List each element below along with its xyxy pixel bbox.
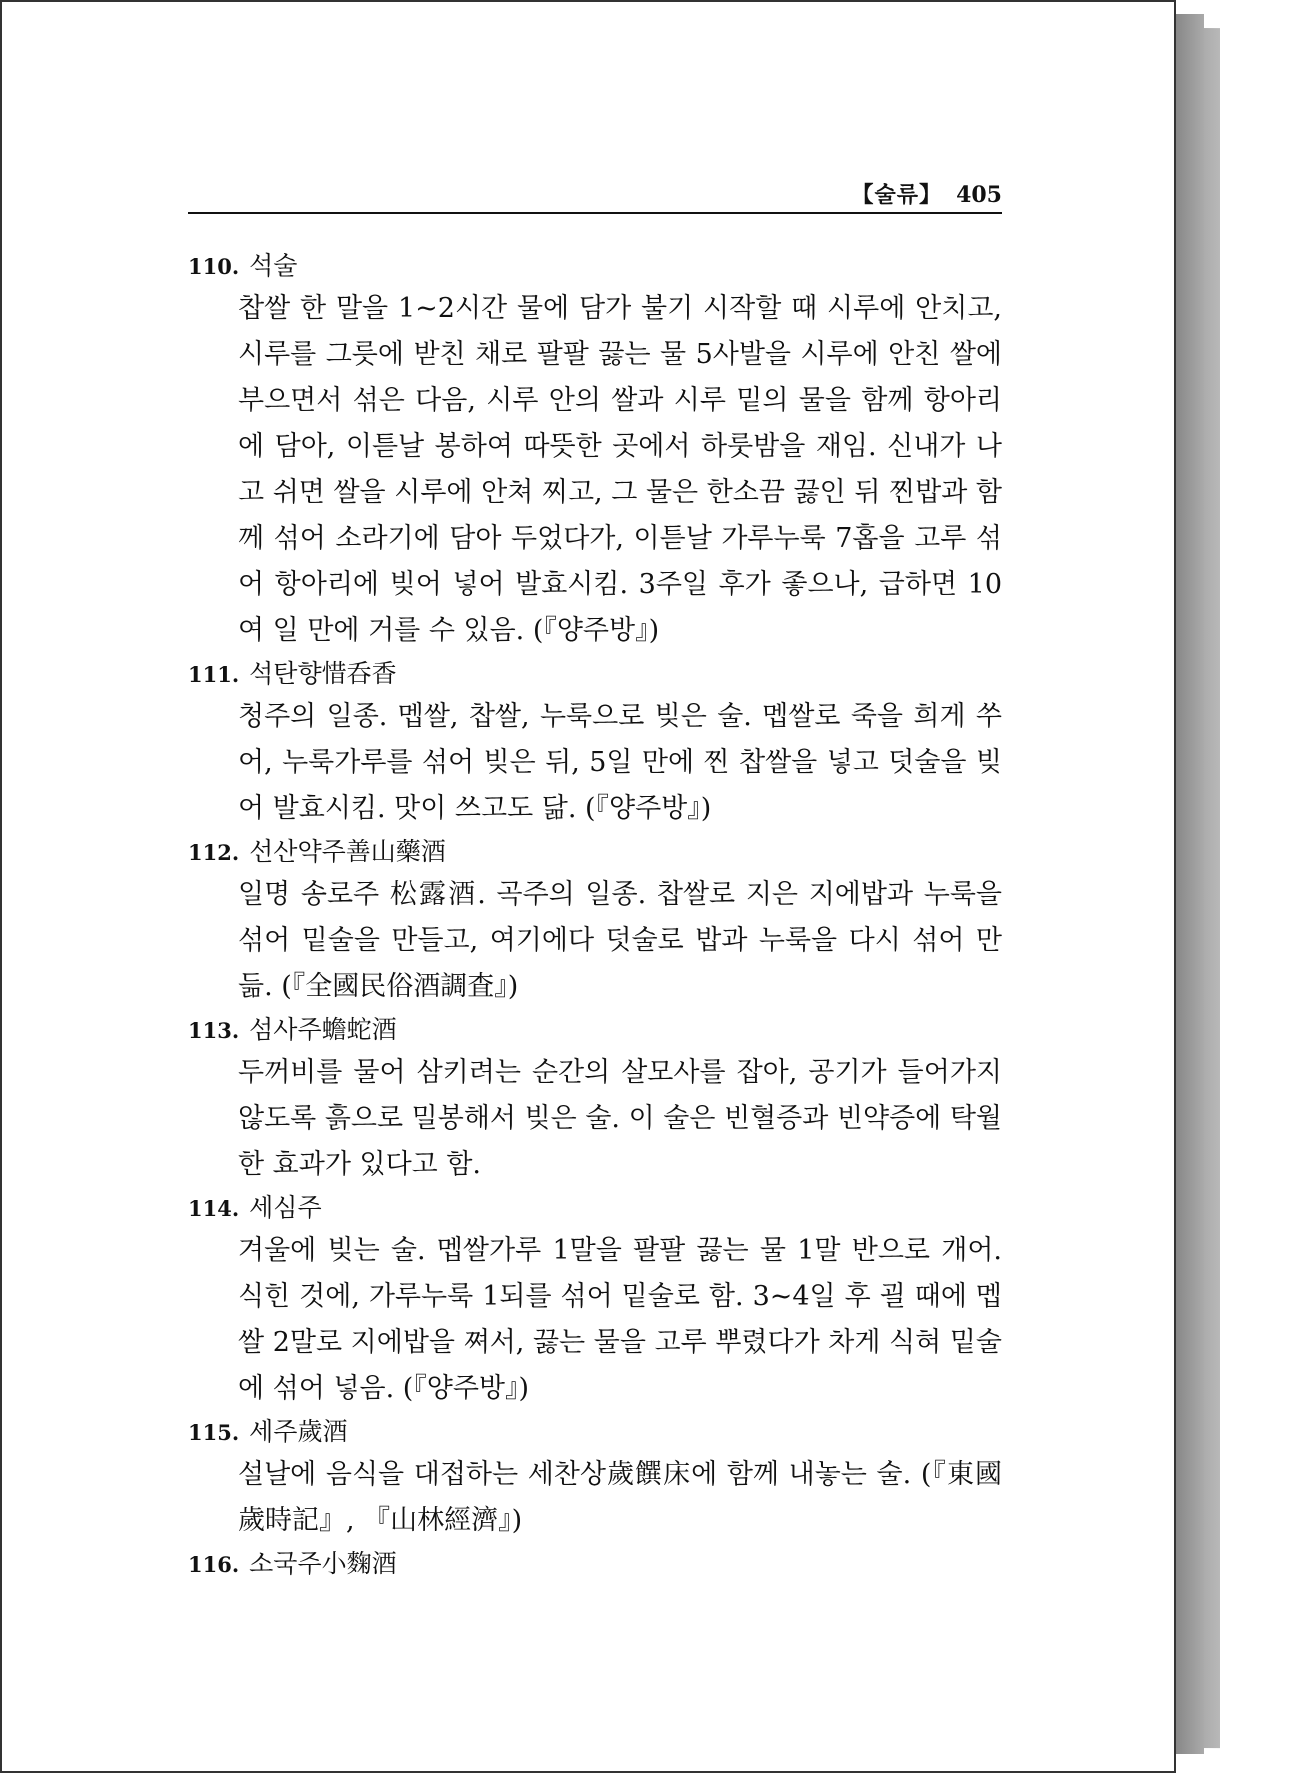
entry-113 [188, 1010, 1002, 1188]
entry-number: 112. [188, 840, 240, 865]
entry-number: 113. [188, 1018, 240, 1043]
entry-number: 111. [188, 662, 240, 687]
entry-body: 설날에 음식을 대접하는 세찬상歲饌床에 함께 내놓는 술. (『東國歲時記』, 『山林經濟』) [238, 1459, 1002, 1536]
entry-heading: 세심주 [249, 1193, 322, 1222]
entry-116 [188, 1544, 1002, 1584]
entry-heading: 석탄향惜呑香 [249, 659, 397, 688]
entry-body: 찹쌀 한 말을 1~2시간 물에 담가 불기 시작할 때 시루에 안치고, 시루를 그릇에 받친 채로 팔팔 끓는 물 5사발을 시루에 안친 쌀에 부으면서 섞은 다음, 시루 안의 쌀과 시루 밑의 물을 함께 항아리에 담아, 이튿날 봉하여 따뜻한 곳에서 하룻밤을 재임. 신내가 나고 쉬면 쌀을 시루에 안쳐 찌고, 그 물은 한소끔 끓인 뒤 찐밥과 함께 섞어 소라기에 담아 두었다가, 이튿날 가루누룩 7홉을 고루 섞어 항아리에 빚어 넣어 발효시킴. 3주일 후가 좋으나, 급하면 10여 일 만에 거를 수 있음. (『양주방』) [238, 293, 1002, 646]
entry-112 [188, 832, 1002, 1010]
entry-title [188, 1412, 1002, 1452]
entry-body: 청주의 일종. 멥쌀, 찹쌀, 누룩으로 빚은 술. 멥쌀로 죽을 희게 쑤어, 누룩가루를 섞어 빚은 뒤, 5일 만에 찐 찹쌀을 넣고 덧술을 빚어 발효시킴. 맛이 쓰고도 닮. (『양주방』) [238, 701, 1002, 824]
entry-body: 겨울에 빚는 술. 멥쌀가루 1말을 팔팔 끓는 물 1말 반으로 개어. 식힌 것에, 가루누룩 1되를 섞어 밑술로 함. 3~4일 후 괼 때에 멥쌀 2말로 지에밥을 쪄서, 끓는 물을 고루 뿌렸다가 차게 식혀 밑술에 섞어 넣음. (『양주방』) [238, 1235, 1002, 1404]
page-number: 405 [956, 182, 1002, 208]
entry-heading: 선산약주善山藥酒 [249, 837, 446, 866]
entry-body: 일명 송로주 松露酒. 곡주의 일종. 찹쌀로 지은 지에밥과 누룩을 섞어 밑술을 만들고, 여기에다 덧술로 밥과 누룩을 다시 섞어 만듦. (『全國民俗酒調査』) [238, 879, 1002, 1002]
entry-list [188, 246, 1002, 1584]
entry-115 [188, 1412, 1002, 1544]
entry-title [188, 654, 1002, 694]
section-label: 【술류】 [851, 182, 943, 208]
entry-body: 두꺼비를 물어 삼키려는 순간의 살모사를 잡아, 공기가 들어가지 않도록 흙으로 밀봉해서 빚은 술. 이 술은 빈혈증과 빈약증에 탁월한 효과가 있다고 함. [238, 1057, 1002, 1180]
entry-number: 115. [188, 1420, 240, 1445]
running-header [188, 178, 1002, 212]
entry-number: 116. [188, 1552, 240, 1577]
entry-111 [188, 654, 1002, 832]
entry-110 [188, 246, 1002, 654]
entry-title [188, 1188, 1002, 1228]
entry-heading: 섬사주蟾蛇酒 [249, 1015, 397, 1044]
header-rule [188, 212, 1002, 214]
entry-heading: 소국주小麴酒 [249, 1549, 397, 1578]
entry-number: 110. [188, 254, 240, 279]
entry-114 [188, 1188, 1002, 1412]
entry-heading: 석술 [249, 251, 298, 280]
entry-heading: 세주歲酒 [249, 1417, 348, 1446]
entry-title [188, 246, 1002, 286]
entry-number: 114. [188, 1196, 240, 1221]
entry-title [188, 832, 1002, 872]
entry-title [188, 1010, 1002, 1050]
entry-title [188, 1544, 1002, 1584]
